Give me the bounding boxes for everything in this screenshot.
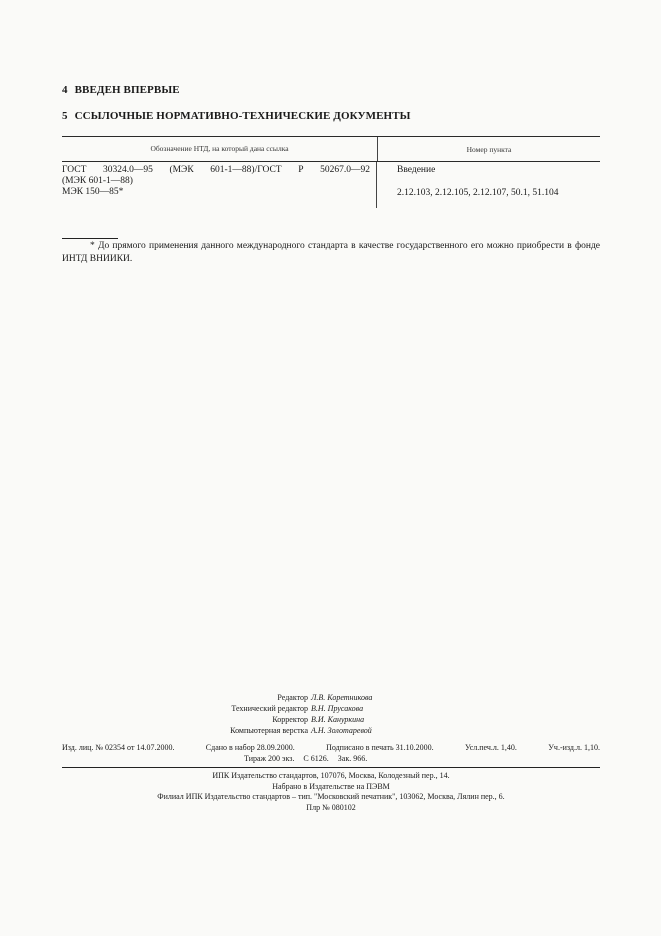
credit-person: В.И. Кануркина xyxy=(311,715,365,724)
credit-person: Л.В. Коретникова xyxy=(311,693,373,702)
code: С 6126. xyxy=(303,754,329,763)
imprint-line: Филиал ИПК Издательство стандартов – тип. "Московский печатник", 103062, Москва, Лялин пер., 6. xyxy=(157,792,505,801)
publication-info xyxy=(62,742,600,764)
header-document: Обозначение НТД, на который дана ссылка xyxy=(62,137,378,161)
section-4-heading xyxy=(62,84,180,96)
license: Изд. лиц. № 02354 от 14.07.2000. xyxy=(62,743,175,752)
credit-role: Технический редактор xyxy=(231,704,308,713)
imprint-line: Набрано в Издательстве на ПЭВМ xyxy=(272,781,390,791)
references-table xyxy=(62,136,600,208)
printed-sheets: Усл.печ.л. 1,40. xyxy=(465,743,517,752)
section-title: ВВЕДЕН ВПЕРВЫЕ xyxy=(74,84,180,96)
document-line-1 xyxy=(62,165,376,176)
imprint-line: Плр № 080102 xyxy=(306,802,356,812)
section-number: 4 xyxy=(62,84,68,96)
credits xyxy=(0,692,661,736)
publication-line-1 xyxy=(62,742,600,753)
credit-role: Корректор xyxy=(272,715,308,724)
doc-word: 601-1—88)/ГОСТ xyxy=(210,165,282,175)
footnote-rule xyxy=(62,238,118,239)
footnote: * До прямого применения данного международного стандарта в качестве государственного его можно приобрести в фонде ИНТД ВНИИКИ. xyxy=(62,241,600,264)
doc-word: (МЭК xyxy=(169,165,194,175)
imprint-line: ИПК Издательство стандартов, 107076, Москва, Колодезный пер., 14. xyxy=(212,771,450,780)
sent-to-set: Сдано в набор 28.09.2000. xyxy=(205,743,295,752)
credit-role: Компьютерная верстка xyxy=(230,726,308,735)
header-clause: Номер пункта xyxy=(466,144,512,154)
doc-word: 30324.0—95 xyxy=(102,165,153,175)
credit-row xyxy=(0,725,661,736)
table-header-row xyxy=(62,137,600,161)
doc-word: Р xyxy=(298,165,304,175)
publisher-sheets: Уч.-изд.л. 1,10. xyxy=(548,743,600,752)
credit-role: Редактор xyxy=(277,693,308,702)
section-number: 5 xyxy=(62,110,68,122)
clause-1: Введение xyxy=(397,165,436,175)
clauses-column xyxy=(377,162,600,208)
signed-to-print: Подписано в печать 31.10.2000. xyxy=(326,743,434,752)
imprint xyxy=(62,771,600,813)
clause-2: 2.12.103, 2.12.105, 2.12.107, 50.1, 51.104 xyxy=(397,188,559,198)
credit-person: В.Н. Прусакова xyxy=(311,704,364,713)
order: Зак. 966. xyxy=(337,754,368,763)
section-5-heading xyxy=(62,110,411,122)
documents-column xyxy=(62,162,377,208)
credit-row xyxy=(0,714,661,725)
table-body xyxy=(62,162,600,208)
credit-row xyxy=(0,703,661,714)
doc-word: ГОСТ xyxy=(62,165,87,175)
credit-row xyxy=(0,692,661,703)
credit-person: А.Н. Золотаревой xyxy=(311,726,372,735)
document-line-2: (МЭК 601-1—88) xyxy=(62,176,133,186)
publication-line-2 xyxy=(62,753,600,764)
doc-word: 50267.0—92 xyxy=(320,165,370,175)
document-line-3: МЭК 150—85* xyxy=(62,187,124,197)
circulation: Тираж 200 экз. xyxy=(244,754,295,763)
imprint-rule xyxy=(62,767,600,768)
section-title: ССЫЛОЧНЫЕ НОРМАТИВНО-ТЕХНИЧЕСКИЕ ДОКУМЕНТЫ xyxy=(74,110,411,122)
